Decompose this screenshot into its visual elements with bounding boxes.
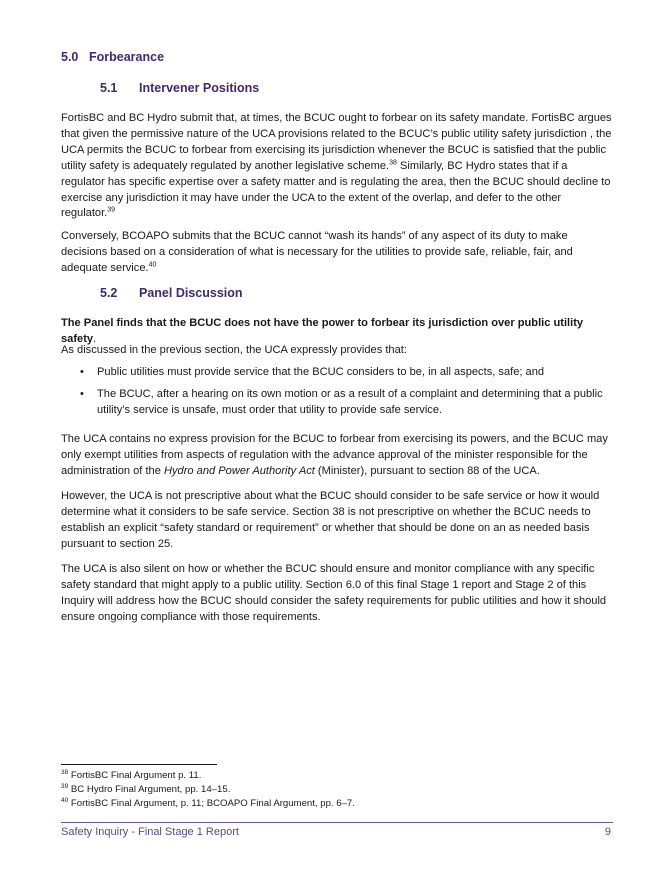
subsection-number: 5.2 [100,286,118,300]
finding-bold-text: The Panel finds that the BCUC does not have the power to forbear its jurisdiction over public utility safety [61,317,584,345]
subsection-title: Panel Discussion [139,286,243,300]
paragraph-intervener-submissions [61,111,613,222]
finding-period: . [93,332,97,345]
bullet-glyph: • [80,387,84,400]
paragraph-uca-provides: As discussed in the previous section, the UCA expressly provides that: [61,344,407,356]
section-heading [61,50,164,64]
footnote-number: 40 [61,796,69,804]
footer-report-title: Safety Inquiry - Final Stage 1 Report [61,826,239,838]
footnote-38 [61,770,201,782]
section-title: Forbearance [89,50,165,64]
footnote-text: BC Hydro Final Argument, pp. 14–15. [70,784,231,795]
paragraph-text: Similarly, BC Hydro states that if a regulator has specific expertise over a safety matter and is regulating the area, then the BCUC should decline to exercise any jurisdiction it may have under the UCA to the extent of the overlap, and defer to the other regulator. [61,159,611,220]
subsection-title: Intervener Positions [139,81,260,95]
subsection-heading-panel-discussion [100,286,243,300]
footnote-number: 39 [61,782,69,790]
footnote-40 [61,798,355,810]
subsection-number: 5.1 [100,81,118,95]
footnote-text: FortisBC Final Argument, p. 11; BCOAPO Final Argument, pp. 6–7. [70,798,355,809]
paragraph-no-express-provision [61,432,613,480]
footnote-separator [61,764,217,765]
section-number: 5.0 [61,50,79,64]
uca-provisions-list [61,365,613,425]
paragraph-bcoapo-submission [61,229,613,277]
list-item-text: The BCUC, after a hearing on its own motion or as a result of a complaint and determining that a public utility’s service is unsafe, must order that utility to provide safe service. [97,387,603,416]
footnote-ref-39: 39 [107,206,116,214]
list-item [61,365,613,381]
footnote-ref-40: 40 [148,261,157,269]
footnote-39 [61,784,230,796]
paragraph-text: Conversely, BCOAPO submits that the BCUC cannot “wash its hands” of any aspect of its duty to make decisions based on a consideration of what is necessary for the utilities to provide safe, reliable, fair, and adequate service. [61,230,573,274]
subsection-heading-intervener-positions [100,81,259,95]
page-number: 9 [604,826,611,838]
footnote-ref-38: 38 [389,159,397,167]
paragraph-text: The UCA contains no express provision for the BCUC to forbear from exercising its powers, and the BCUC may only exempt utilities from aspects of regulation with the advance approval of the minister responsible for the administration of the [61,433,608,477]
bullet-glyph: • [80,366,84,378]
footnote-text: FortisBC Final Argument p. 11. [70,770,202,781]
list-item [61,387,613,419]
footnote-number: 38 [61,768,69,776]
footer-divider [61,822,613,823]
act-title: Hydro and Power Authority Act [163,464,315,477]
paragraph-silent-on-compliance: The UCA is also silent on how or whether the BCUC should ensure and monitor compliance with any specific safety standard that might apply to a public utility. Section 6.0 of this final Stage 1 report and Stage 2 of this Inquiry will address how the BCUC should consider the safety requirements for public utilities and how it should ensure ongoing compliance with those requirements. [61,563,607,623]
list-item-text: Public utilities must provide service that the BCUC considers to be, in all aspects, safe; and [97,366,545,378]
paragraph-text: (Minister), pursuant to section 88 of the UCA. [314,464,540,477]
paragraph-text: FortisBC and BC Hydro submit that, at times, the BCUC ought to forbear on its safety mandate. FortisBC argues that given the permissive nature of the UCA provisions related to the BCUC’s public utility safety jurisdiction , the UCA permits the BCUC to forbear from exercising its jurisdiction whenever the BCUC is satisfied that the public utility safety is adequately regulated by another legislative scheme. [61,112,612,172]
paragraph-not-prescriptive: However, the UCA is not prescriptive about what the BCUC should consider to be safe service or how it would determine what it considers to be safe service. Section 38 is not prescriptive on whether the BCUC needs to establish an explicit “safety standard or requirement” or whether that should be done on an as needed basis pursuant to section 25. [61,490,600,550]
